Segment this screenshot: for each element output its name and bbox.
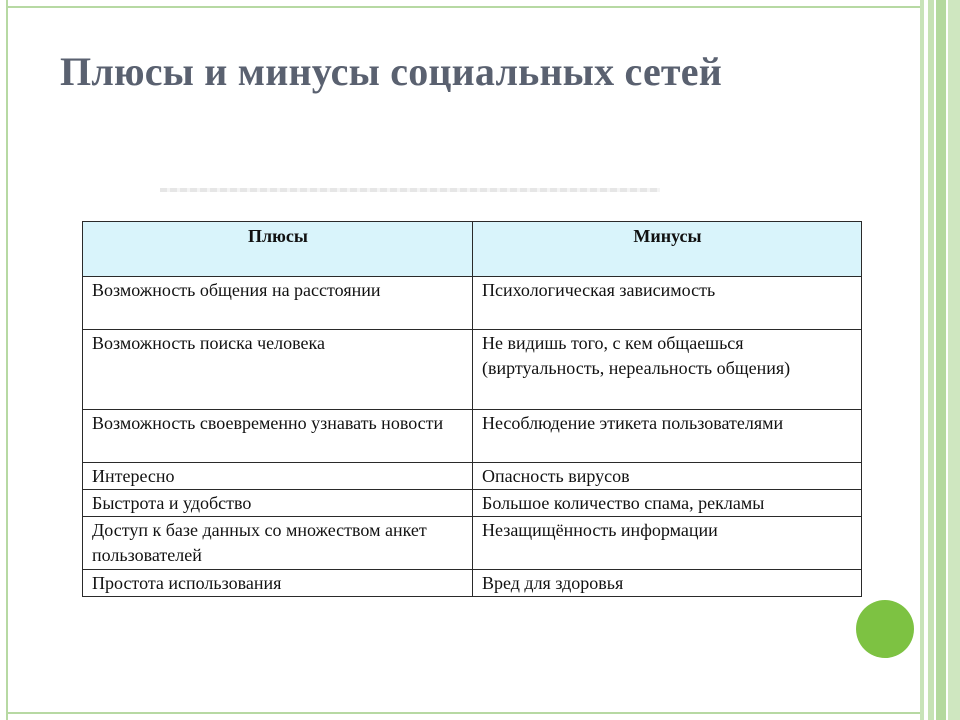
- table-row: [83, 277, 862, 330]
- table-header-row: [83, 222, 862, 277]
- pros-cell: Интересно: [83, 463, 473, 490]
- header-cons: Минусы: [473, 222, 862, 277]
- decorative-circle: [856, 600, 914, 658]
- cons-cell: Большое количество спама, рекламы: [473, 490, 862, 517]
- cons-cell: Незащищённость информации: [473, 517, 862, 570]
- faint-caption-artifact: [160, 188, 660, 192]
- pros-cell: Быстрота и удобство: [83, 490, 473, 517]
- table-row: [83, 463, 862, 490]
- pros-cell: Возможность своевременно узнавать новости: [83, 410, 473, 463]
- table-row: [83, 410, 862, 463]
- slide-title: Плюсы и минусы социальных сетей: [60, 49, 722, 94]
- cons-cell: Психологическая зависимость: [473, 277, 862, 330]
- cons-cell: Вред для здоровья: [473, 570, 862, 597]
- decorative-stripe: [936, 0, 946, 720]
- slide-frame-bottom: [6, 712, 922, 714]
- cons-cell: Не видишь того, с кем общаешься (виртуальность, нереальность общения): [473, 330, 862, 410]
- table-row: [83, 517, 862, 570]
- header-pros: Плюсы: [83, 222, 473, 277]
- table-row: [83, 570, 862, 597]
- pros-cons-table: [82, 221, 862, 597]
- slide-frame-top: [6, 6, 922, 8]
- pros-cell: Возможность поиска человека: [83, 330, 473, 410]
- table-row: [83, 330, 862, 410]
- pros-cell: Простота использования: [83, 570, 473, 597]
- pros-cell: Доступ к базе данных со множеством анкет пользователей: [83, 517, 473, 570]
- slide-frame-left: [6, 0, 8, 720]
- cons-cell: Опасность вирусов: [473, 463, 862, 490]
- slide-frame-right: [920, 0, 924, 720]
- pros-cell: Возможность общения на расстоянии: [83, 277, 473, 330]
- decorative-stripe: [948, 0, 960, 720]
- decorative-stripe: [928, 0, 934, 720]
- cons-cell: Несоблюдение этикета пользователями: [473, 410, 862, 463]
- table-row: [83, 490, 862, 517]
